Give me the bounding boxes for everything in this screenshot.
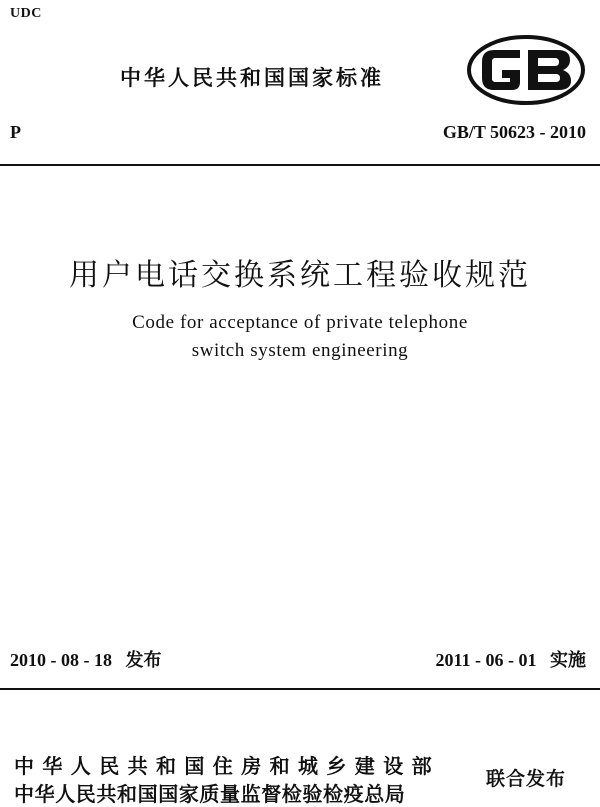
document-title-chinese: 用户电话交换系统工程验收规范: [69, 258, 531, 293]
udc-label: UDC: [10, 6, 42, 21]
gb-logo: [466, 34, 586, 106]
standard-type-title: 中华人民共和国国家标准: [120, 66, 384, 90]
joint-issue-label: 联合发布: [486, 768, 567, 790]
effective-label: 实施: [550, 650, 586, 671]
issue-date-block: [10, 646, 162, 672]
document-title-english-line2: switch system engineering: [191, 340, 409, 361]
issuer-quality-administration: 中华人民共和国国家质量监督检验检疫总局: [14, 782, 406, 806]
issue-label: 发布: [125, 650, 162, 671]
effective-date-block: [436, 646, 587, 672]
standard-number: GB/T 50623 - 2010: [442, 122, 586, 142]
issue-date: 2010 - 08 - 18: [10, 650, 112, 670]
top-divider: [0, 164, 600, 166]
issuer-ministry-housing: 中华人民共和国住房和城乡建设部: [14, 754, 440, 778]
classification-code: P: [10, 122, 21, 142]
effective-date: 2011 - 06 - 01: [435, 650, 537, 670]
document-title-english-line1: Code for acceptance of private telephone: [132, 312, 468, 333]
bottom-divider: [0, 688, 600, 690]
